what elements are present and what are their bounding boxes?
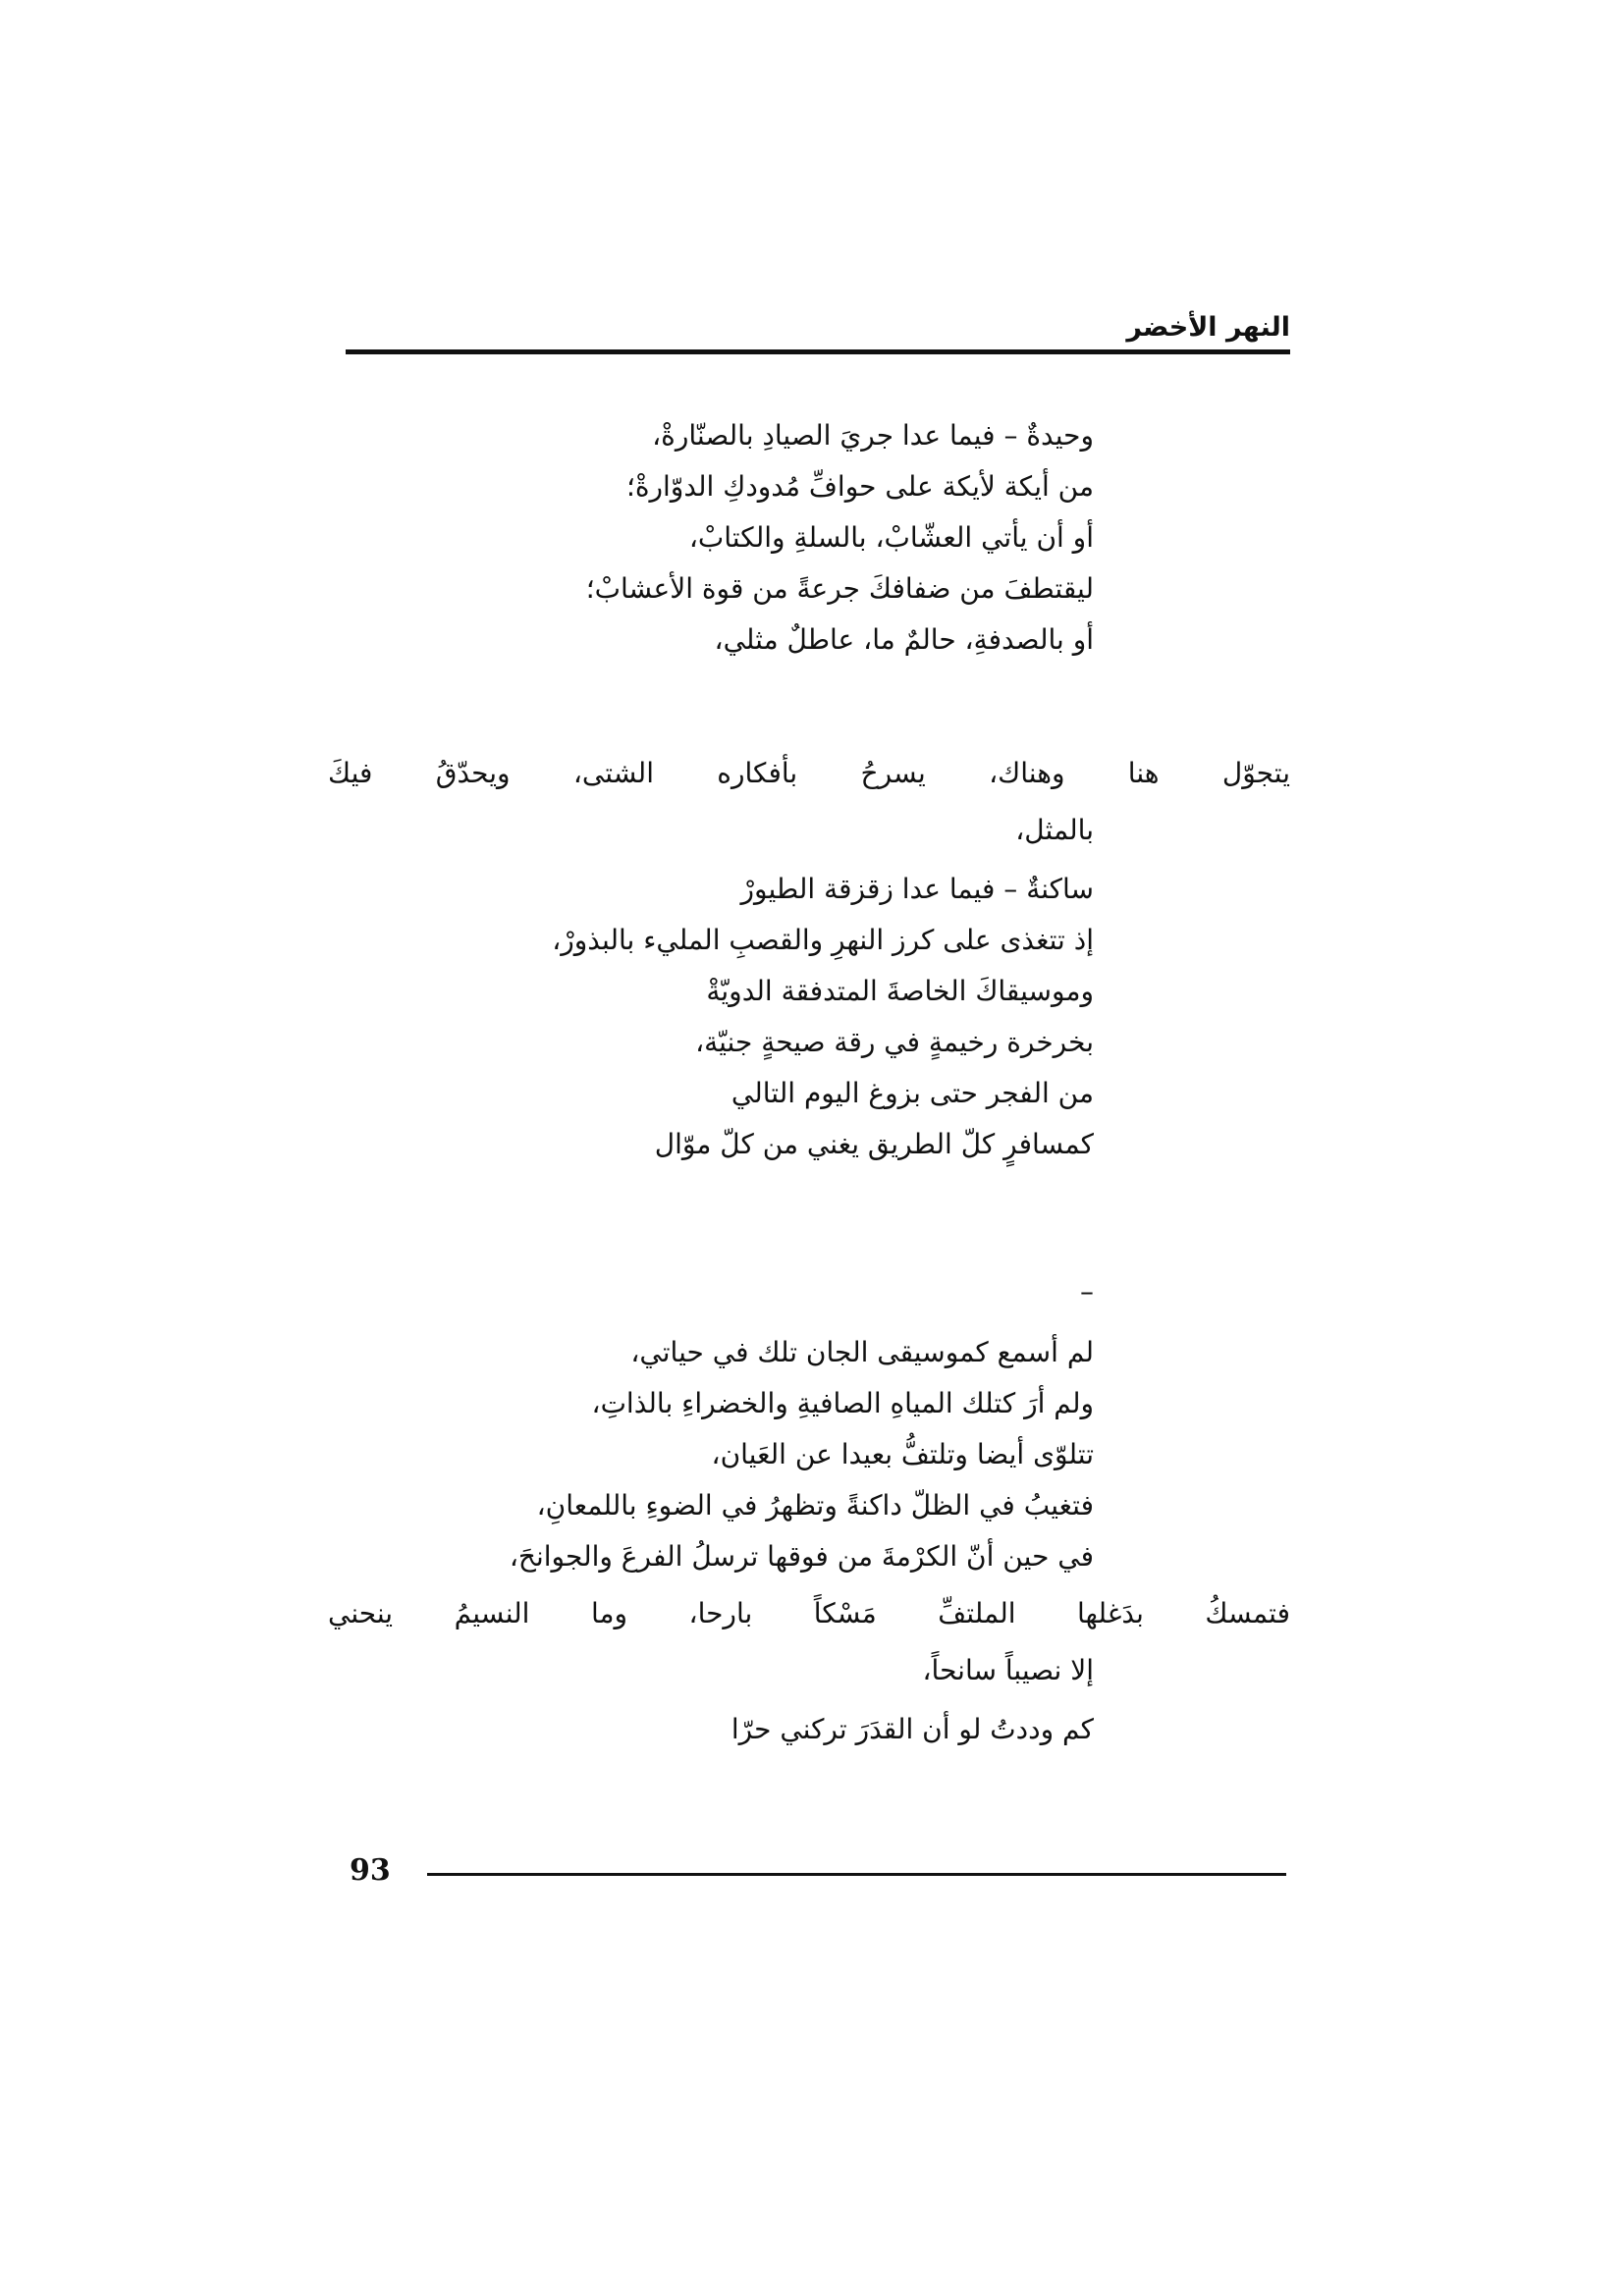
verse-line: بخرخرة رخيمةٍ في رقة صيحةٍ جنيّة، (695, 1026, 1094, 1058)
verse-line-wide: يتجوّل هنا وهناك، يسرحُ بأفكاره الشتى، ويحدّقُ فيكَ (328, 757, 1290, 789)
verse-line-last: كم وددتُ لو أن القدَرَ تركني حرّا (731, 1713, 1094, 1745)
verse-line-continuation: بالمثل، (1015, 814, 1094, 846)
stanza-1 (328, 410, 1094, 666)
verse-line-wide: فتمسكُ بدَغلها الملتفِّ مَسْكاً بارحا، وما النسيمُ ينحني (328, 1597, 1290, 1629)
verse-line: كمسافرٍ كلّ الطريق يغني من كلّ موّال (654, 1128, 1094, 1160)
verse-line: في حين أنّ الكرْمةَ من فوقها ترسلُ الفرعَ والجوانحَ، (509, 1540, 1094, 1573)
stanza-2 (328, 864, 1094, 1170)
verse-line: من أيكة لأيكة على حوافِّ مُدودكِ الدوّارةْ؛ (625, 470, 1094, 503)
stanza-separator: – (1080, 1275, 1094, 1308)
verse-line: ليقتطفَ من ضفافكَ جرعةً من قوة الأعشابْ؛ (585, 572, 1094, 605)
footer-rule (427, 1873, 1286, 1876)
verse-line: إذ تتغذى على كرز النهرِ والقصبِ المليء بالبذورْ، (552, 924, 1094, 956)
verse-line: أو أن يأتي العشّابْ، بالسلةِ والكتابْ، (688, 521, 1094, 554)
verse-line: وموسيقاكَ الخاصةَ المتدفقة الدويّةْ (706, 975, 1094, 1007)
stanza-3 (328, 1327, 1094, 1582)
verse-line: ساكنةٌ – فيما عدا زقزقة الطيورْ (740, 873, 1094, 905)
header-rule (346, 349, 1290, 354)
verse-line: وحيدةٌ – فيما عدا جريَ الصيادِ بالصنّارةْ، (652, 419, 1094, 452)
running-title: النهر الأخضر (1126, 312, 1290, 343)
verse-line: لم أسمع كموسيقى الجان تلك في حياتي، (630, 1336, 1094, 1368)
page-number: 93 (350, 1853, 391, 1888)
verse-line-continuation: إلا نصيباً سانحاً، (922, 1654, 1094, 1686)
verse-line: ولم أرَ كتلك المياهِ الصافيةِ والخضراءِ بالذاتِ، (591, 1387, 1094, 1419)
verse-line: من الفجر حتى بزوغ اليوم التالي (731, 1077, 1094, 1109)
verse-line: فتغيبُ في الظلّ داكنةً وتظهرُ في الضوءِ باللمعانِ، (536, 1489, 1094, 1522)
verse-line: أو بالصدفةِ، حالمٌ ما، عاطلٌ مثلي، (714, 623, 1094, 656)
verse-line: تتلوّى أيضا وتلتفُّ بعيدا عن العَيان، (711, 1438, 1094, 1470)
